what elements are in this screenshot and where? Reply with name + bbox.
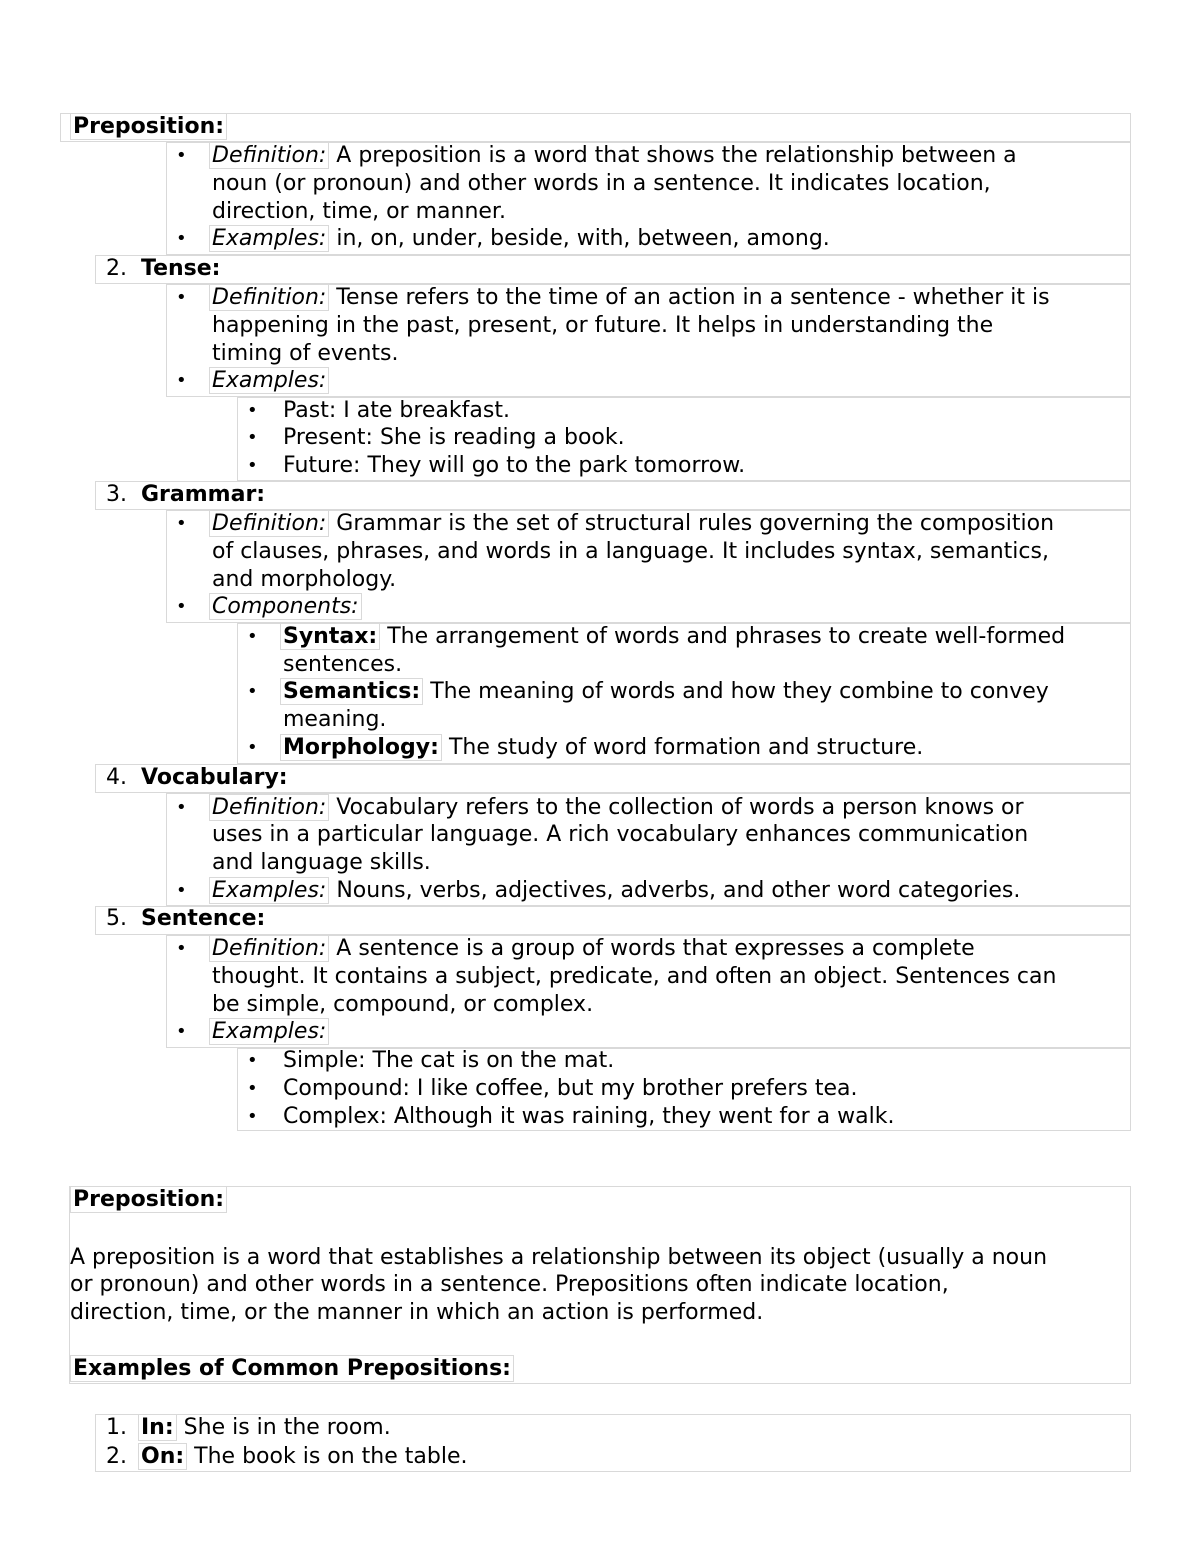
section-2-example-item: • Present: She is reading a book. — [283, 424, 625, 452]
prep-item: In: She is in the room. — [141, 1414, 391, 1442]
section-5-example-item: • Simple: The cat is on the mat. — [283, 1047, 614, 1075]
section-1-definition-line2: noun (or pronoun) and other words in a sentence. It indicates location, — [212, 171, 991, 196]
section-6-paragraph-line2: or pronoun) and other words in a sentence. Prepositions often indicate location, — [70, 1272, 949, 1297]
section-4-number: 4. — [106, 765, 127, 790]
section-6-title: Preposition: — [73, 1186, 227, 1214]
section-2-definition: • Definition: Tense refers to the time of an action in a sentence - whether it is — [212, 284, 1050, 312]
prep-item-number: 2. — [106, 1444, 127, 1469]
section-4-title: Vocabulary: — [141, 765, 288, 790]
section-5-definition-line3: be simple, compound, or complex. — [212, 992, 594, 1017]
section-2-definition-line2: happening in the past, present, or future. It helps in understanding the — [212, 313, 994, 338]
section-2-example-item: • Future: They will go to the park tomorrow. — [283, 452, 745, 480]
section-1-definition: • Definition: A preposition is a word that shows the relationship between a — [212, 142, 1017, 170]
section-3-components-label: • Components: — [212, 593, 362, 621]
component-semantics: • Semantics: The meaning of words and how they combine to convey — [283, 678, 1049, 706]
section-1-title: Preposition: — [73, 113, 227, 141]
component-syntax-line2: sentences. — [283, 652, 403, 677]
section-2-example-item: • Past: I ate breakfast. — [283, 397, 510, 425]
section-2-header-box — [95, 255, 1131, 284]
section-6-paragraph-line3: direction, time, or the manner in which an action is performed. — [70, 1300, 764, 1325]
section-5-definition-line2: thought. It contains a subject, predicate, and often an object. Sentences can — [212, 964, 1057, 989]
section-4-definition-line3: and language skills. — [212, 850, 431, 875]
section-3-title: Grammar: — [141, 482, 266, 507]
prep-item: On: The book is on the table. — [141, 1443, 467, 1471]
section-5-number: 5. — [106, 906, 127, 931]
section-4-examples: • Examples: Nouns, verbs, adjectives, adverbs, and other word categories. — [212, 877, 1020, 905]
section-6-examples-heading: Examples of Common Prepositions: — [73, 1355, 514, 1383]
section-1-definition-line3: direction, time, or manner. — [212, 199, 506, 224]
prep-item-number: 1. — [106, 1415, 127, 1440]
section-4-definition-line2: uses in a particular language. A rich vocabulary enhances communication — [212, 822, 1029, 847]
section-4-definition: • Definition: Vocabulary refers to the collection of words a person knows or — [212, 794, 1024, 822]
component-syntax: • Syntax: The arrangement of words and phrases to create well-formed — [283, 623, 1065, 651]
section-5-example-item: • Compound: I like coffee, but my brother prefers tea. — [283, 1075, 857, 1103]
component-semantics-line2: meaning. — [283, 707, 387, 732]
section-3-definition: • Definition: Grammar is the set of structural rules governing the composition — [212, 510, 1054, 538]
section-2-definition-line3: timing of events. — [212, 341, 399, 366]
section-3-definition-line2: of clauses, phrases, and words in a language. It includes syntax, semantics, — [212, 539, 1049, 564]
section-5-examples-label: • Examples: — [212, 1018, 329, 1046]
section-6-paragraph-line1: A preposition is a word that establishes a relationship between its object (usually a noun — [70, 1245, 1048, 1270]
section-5-definition: • Definition: A sentence is a group of words that expresses a complete — [212, 935, 975, 963]
section-3-definition-line3: and morphology. — [212, 567, 397, 592]
section-5-title: Sentence: — [141, 906, 266, 931]
section-1-examples: • Examples: in, on, under, beside, with, between, among. — [212, 225, 830, 253]
section-2-title: Tense: — [141, 256, 221, 281]
section-2-examples-label: • Examples: — [212, 367, 329, 395]
section-3-number: 3. — [106, 482, 127, 507]
component-morphology: • Morphology: The study of word formation and structure. — [283, 734, 923, 762]
section-2-number: 2. — [106, 256, 127, 281]
section-5-example-item: • Complex: Although it was raining, they went for a walk. — [283, 1103, 894, 1131]
